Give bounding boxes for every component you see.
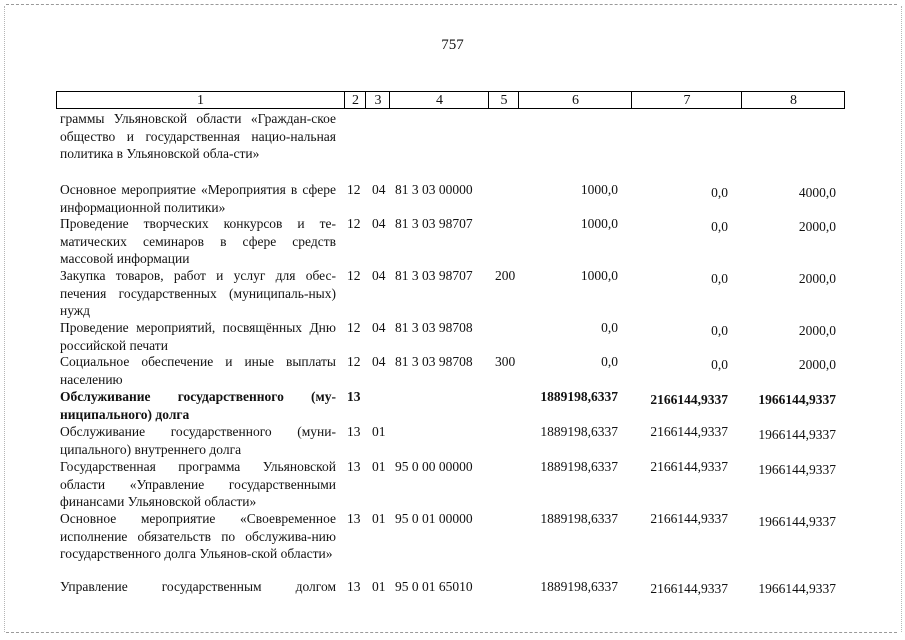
row-podrazdel: 04	[372, 182, 386, 197]
row-podrazdel: 01	[372, 579, 386, 594]
row-razdel: 13	[347, 424, 361, 439]
row-target-article: 95 0 00 00000	[395, 459, 473, 474]
row-amount-col8: 1966144,9337	[758, 427, 836, 442]
row-expense-type: 200	[495, 268, 516, 283]
row-description: Закупка товаров, работ и услуг для обес-печения государственных (муниципаль-ных) нужд	[60, 268, 336, 318]
row-target-article: 81 3 03 98707	[395, 268, 473, 283]
row-amount-col6: 1000,0	[580, 216, 618, 231]
header-col-1: 1	[197, 93, 204, 108]
header-col-4: 4	[389, 92, 489, 108]
row-target-article: 81 3 03 98707	[395, 216, 473, 231]
row-podrazdel: 01	[372, 511, 386, 526]
page-number: 757	[441, 37, 464, 53]
row-amount-col7: 0,0	[711, 323, 728, 338]
row-description: Управление государственным долгом	[60, 579, 336, 594]
row-amount-col6: 1889198,6337	[540, 511, 618, 526]
table-header	[56, 91, 845, 109]
row-amount-col8: 1966144,9337	[758, 392, 836, 407]
row-expense-type: 300	[495, 354, 516, 369]
row-amount-col6: 0,0	[601, 320, 618, 335]
row-razdel: 13	[347, 389, 361, 404]
row-podrazdel: 04	[372, 354, 386, 369]
row-target-article: 95 0 01 65010	[395, 579, 473, 594]
row-podrazdel: 01	[372, 424, 386, 439]
row-podrazdel: 01	[372, 459, 386, 474]
row-description: Основное мероприятие «Мероприятия в сфере информационной политики»	[60, 182, 336, 215]
row-amount-col6: 1000,0	[580, 182, 618, 197]
row-podrazdel: 04	[372, 216, 386, 231]
row-amount-col8: 2000,0	[798, 357, 836, 372]
row-amount-col8: 2000,0	[798, 219, 836, 234]
row-amount-col7: 2166144,9337	[650, 511, 728, 526]
row-podrazdel: 04	[372, 268, 386, 283]
row-razdel: 13	[347, 459, 361, 474]
row-description: Основное мероприятие «Своевременное исполнение обязательств по обслужива-нию государственного долга Ульянов-ской области»	[60, 511, 336, 561]
row-amount-col7: 0,0	[711, 185, 728, 200]
row-amount-col7: 2166144,9337	[650, 581, 728, 596]
header-col-7: 7	[631, 92, 742, 108]
row-amount-col8: 1966144,9337	[758, 462, 836, 477]
row-amount-col6: 1889198,6337	[540, 389, 618, 404]
row-amount-col6: 1889198,6337	[540, 459, 618, 474]
row-amount-col8: 4000,0	[798, 185, 836, 200]
row-description: Проведение творческих конкурсов и те-матических семинаров в сфере средств массовой информации	[60, 216, 336, 266]
row-description: граммы Ульяновской области «Граждан-ское общество и государственная нацио-нальная политика в Ульяновской обла-сти»	[60, 111, 336, 161]
row-amount-col7: 2166144,9337	[650, 459, 728, 474]
row-razdel: 13	[347, 511, 361, 526]
header-col-3: 3	[365, 92, 390, 108]
row-target-article: 81 3 03 98708	[395, 320, 473, 335]
header-col-2: 2	[344, 92, 366, 108]
row-razdel: 12	[347, 216, 361, 231]
row-podrazdel: 04	[372, 320, 386, 335]
row-amount-col8: 2000,0	[798, 271, 836, 286]
row-target-article: 81 3 03 00000	[395, 182, 473, 197]
header-col-5: 5	[488, 92, 519, 108]
row-amount-col7: 2166144,9337	[650, 424, 728, 439]
row-amount-col6: 1889198,6337	[540, 579, 618, 594]
header-col-8: 8	[741, 92, 845, 108]
row-amount-col7: 0,0	[711, 271, 728, 286]
row-amount-col6: 1000,0	[580, 268, 618, 283]
page-edge-left	[4, 6, 5, 632]
row-target-article: 95 0 01 00000	[395, 511, 473, 526]
row-amount-col7: 2166144,9337	[650, 392, 728, 407]
row-target-article: 81 3 03 98708	[395, 354, 473, 369]
row-description: Проведение мероприятий, посвящённых Дню российской печати	[60, 320, 336, 353]
row-description: Обслуживание государственного (муни-ципального) внутреннего долга	[60, 424, 336, 457]
row-amount-col6: 0,0	[601, 354, 618, 369]
row-description: Социальное обеспечение и иные выплаты населению	[60, 354, 336, 387]
row-description: Обслуживание государственного (му-ниципального) долга	[60, 389, 336, 422]
page-edge-bottom	[6, 632, 897, 633]
row-amount-col8: 2000,0	[798, 323, 836, 338]
page-edge-top	[6, 4, 897, 5]
row-razdel: 12	[347, 182, 361, 197]
row-razdel: 12	[347, 320, 361, 335]
row-amount-col7: 0,0	[711, 219, 728, 234]
row-amount-col8: 1966144,9337	[758, 581, 836, 596]
header-col-6: 6	[518, 92, 632, 108]
row-razdel: 13	[347, 579, 361, 594]
row-razdel: 12	[347, 268, 361, 283]
row-razdel: 12	[347, 354, 361, 369]
row-description: Государственная программа Ульяновской области «Управление государственными финансами Ульяновской области»	[60, 459, 336, 509]
row-amount-col6: 1889198,6337	[540, 424, 618, 439]
row-amount-col8: 1966144,9337	[758, 514, 836, 529]
row-amount-col7: 0,0	[711, 357, 728, 372]
page-edge-right	[901, 6, 902, 632]
